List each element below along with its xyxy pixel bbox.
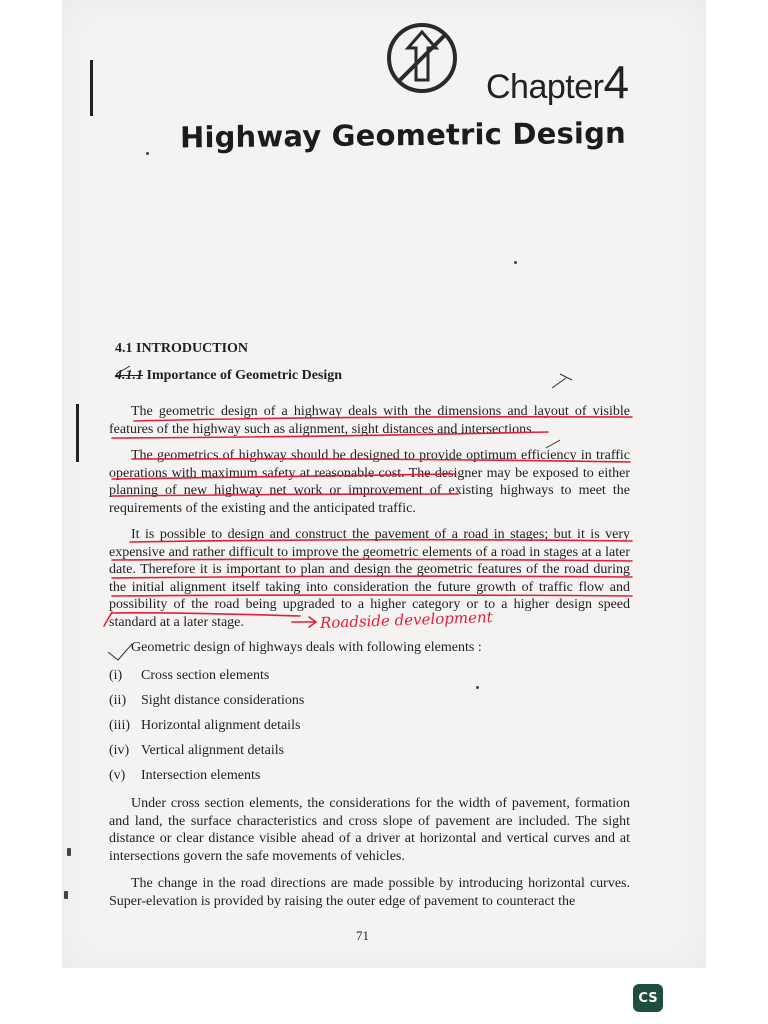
speck [64, 891, 68, 899]
chapter-title: Highway Geometric Design [179, 115, 627, 155]
paragraph: The geometrics of highway should be designed to provide optimum efficiency in traffic operations with maximum safety at reasonable cost. The designer may be exposed to either planning of new highway net work or improvement of existing highways to meet the requirements of the existing and the anticipated traffic. [109, 448, 630, 516]
paragraph: The change in the road directions are made possible by introducing horizontal curves. Super-elevation is provided by raising the outer edge of pavement to counteract the [109, 876, 630, 909]
margin-mark-middle [76, 404, 79, 462]
subsection-heading [115, 368, 342, 384]
elements-list [109, 663, 489, 788]
list-item: (ii) Sight distance considerations [109, 693, 305, 708]
section-heading: 4.1 INTRODUCTION [115, 341, 249, 356]
subsection-title: Importance of Geometric Design [146, 368, 343, 383]
subsection-number: 4.1.1 [115, 368, 143, 383]
list-item: (v) Intersection elements [109, 768, 261, 783]
handwritten-note: Roadside development [319, 607, 493, 633]
paragraph: Under cross section elements, the considerations for the width of pavement, formation and land, the surface characteristics and cross slope of pavement are included. The sight distance or clear distance visible ahead of a driver at horizontal and vertical curves and at intersections govern the safe movements of vehicles. [109, 796, 630, 864]
margin-mark-top [90, 60, 93, 116]
chapter-label: Chapter4 [486, 56, 629, 108]
no-overtaking-sign-icon [384, 20, 460, 96]
speck [67, 848, 71, 856]
paragraph: The geometric design of a highway deals with the dimensions and layout of visible features of the highway such as alignment, sight distances and intersections. [109, 404, 630, 437]
page-number: 71 [356, 928, 369, 943]
camscanner-badge: CS [633, 984, 663, 1012]
list-item: (iv) Vertical alignment details [109, 743, 285, 758]
paragraph: It is possible to design and construct the pavement of a road in stages; but it is very expensive and rather difficult to improve the geometric elements of a road in stages at a later date. Therefore it is important to plan and design the geometric features of the road during the initial alignment itself taking into consideration the future growth of traffic flow and possibility of the road being upgraded to a higher category or to a higher design speed standard at a later stage. [109, 527, 630, 630]
list-item: (i) Cross section elements [109, 668, 270, 683]
chapter-number: 4 [603, 56, 629, 108]
speck [514, 261, 517, 264]
list-item: (iii) Horizontal alignment details [109, 718, 301, 733]
speck [146, 152, 149, 155]
paragraph: Geometric design of highways deals with following elements : [131, 640, 482, 655]
